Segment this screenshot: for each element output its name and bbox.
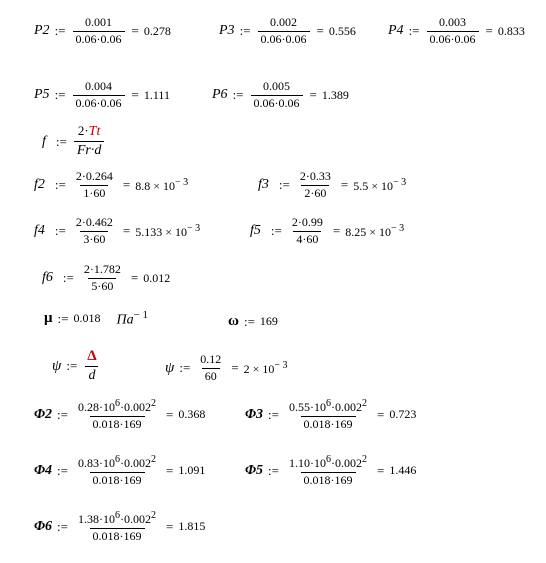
numerator xyxy=(286,454,370,472)
fraction xyxy=(297,170,334,201)
numerator-part-b: ·0.002 xyxy=(120,400,151,414)
define-operator: := xyxy=(57,462,68,478)
equation-phi5 xyxy=(245,454,416,488)
fraction xyxy=(75,398,159,432)
numerator-delta: Δ xyxy=(87,348,97,364)
denominator: 0.06·0.06 xyxy=(73,31,125,47)
numerator xyxy=(286,398,370,416)
numerator: 0.12 xyxy=(200,352,222,366)
result-exponent: − 3 xyxy=(392,176,407,188)
result-value: 1.111 xyxy=(143,87,170,102)
equation-phi3 xyxy=(245,398,416,432)
mu-unit xyxy=(116,309,148,329)
numerator-exponent-b: 2 xyxy=(151,510,156,521)
numerator-part-a: 0.55·10 xyxy=(289,400,326,414)
fraction xyxy=(73,170,116,201)
equals-operator: = xyxy=(309,87,317,103)
equation-phi2 xyxy=(34,398,205,432)
numerator-part-a: 1.10·10 xyxy=(289,456,326,470)
fraction xyxy=(73,16,125,47)
define-operator: := xyxy=(57,518,68,534)
denominator: 4·60 xyxy=(293,231,321,247)
mu-symbol: μ xyxy=(44,310,53,327)
define-operator: := xyxy=(179,360,191,376)
equals-operator: = xyxy=(485,23,493,39)
numerator-exponent-b: 2 xyxy=(362,398,367,409)
denominator: 0.06·0.06 xyxy=(251,95,303,111)
equation-f3 xyxy=(258,170,406,201)
define-operator: := xyxy=(268,462,279,478)
equals-operator: = xyxy=(131,23,139,39)
equals-operator: = xyxy=(377,406,385,422)
numerator-part-b: ·0.002 xyxy=(120,456,151,470)
omega-value: 169 xyxy=(259,314,278,328)
define-operator: := xyxy=(55,133,67,149)
denominator: 0.018·169 xyxy=(90,416,145,432)
define-operator: := xyxy=(270,223,282,239)
omega-symbol: ω xyxy=(228,313,239,329)
result-base: 8.8 × 10 xyxy=(135,178,175,193)
numerator: 2·1.782 xyxy=(83,262,121,276)
result-value xyxy=(135,177,188,194)
result-base: 8.25 × 10 xyxy=(345,224,391,239)
equals-operator: = xyxy=(122,177,131,193)
equals-operator: = xyxy=(166,462,174,478)
result-value: 0.833 xyxy=(497,23,525,38)
define-operator: := xyxy=(54,23,66,39)
denominator: 0.018·169 xyxy=(90,528,145,544)
numerator-part-b: ·0.002 xyxy=(120,512,151,526)
fraction xyxy=(75,454,159,488)
equation-p3 xyxy=(219,16,356,47)
fraction xyxy=(73,80,125,111)
numerator-exponent-b: 2 xyxy=(362,454,367,465)
denominator: 0.018·169 xyxy=(301,416,356,432)
fraction xyxy=(289,216,326,247)
numerator-exponent-a: 6 xyxy=(115,510,120,521)
equals-operator: = xyxy=(130,270,139,286)
result-value xyxy=(244,360,288,377)
result-value: 0.723 xyxy=(389,407,417,422)
fraction xyxy=(197,353,224,384)
define-operator: := xyxy=(239,23,251,39)
numerator-variable: Tt xyxy=(88,124,101,139)
denominator: 1·60 xyxy=(80,185,108,201)
numerator: 0.002 xyxy=(270,15,298,29)
variable-name: P3 xyxy=(219,23,235,39)
variable-name: f4 xyxy=(34,223,45,239)
variable-name: P5 xyxy=(34,87,50,103)
fraction xyxy=(427,16,479,47)
variable-name: Φ2 xyxy=(34,406,53,422)
numerator: 0.003 xyxy=(439,15,467,29)
result-base: 5.133 × 10 xyxy=(135,224,187,239)
mu-unit-exponent: − 1 xyxy=(133,309,149,321)
equation-psi-definition xyxy=(52,348,102,384)
numerator-coefficient: 2· xyxy=(77,123,89,138)
numerator xyxy=(75,398,159,416)
numerator-exponent-a: 6 xyxy=(326,454,331,465)
result-value xyxy=(135,223,200,240)
mu-value: 0.018 xyxy=(73,311,101,326)
numerator-exponent-a: 6 xyxy=(115,454,120,465)
equals-operator: = xyxy=(377,462,385,478)
define-operator: := xyxy=(54,177,66,193)
fraction xyxy=(251,80,303,111)
denominator: 0.018·169 xyxy=(90,472,145,488)
numerator: 2·0.99 xyxy=(291,215,323,229)
numerator-exponent-b: 2 xyxy=(151,454,156,465)
result-value: 0.368 xyxy=(178,407,206,422)
psi-symbol: ψ xyxy=(52,357,62,374)
numerator: 0.005 xyxy=(263,79,291,93)
equals-operator: = xyxy=(131,87,139,103)
equation-omega xyxy=(228,313,278,330)
equation-p4 xyxy=(388,16,525,47)
define-operator: := xyxy=(57,406,68,422)
equals-operator: = xyxy=(166,406,174,422)
define-operator: := xyxy=(66,358,78,374)
variable-name: Φ6 xyxy=(34,518,53,534)
denominator: 60 xyxy=(202,368,220,384)
equation-f6 xyxy=(42,263,170,294)
define-operator: := xyxy=(243,313,255,329)
denominator: 0.06·0.06 xyxy=(73,95,125,111)
define-operator: := xyxy=(232,87,244,103)
variable-name: Φ5 xyxy=(245,462,264,478)
equation-f5 xyxy=(250,216,404,247)
numerator-part-a: 0.83·10 xyxy=(78,456,115,470)
numerator: 2·0.33 xyxy=(299,169,331,183)
result-value: 0.556 xyxy=(328,23,356,38)
equation-f-definition xyxy=(42,124,106,159)
variable-name: f3 xyxy=(258,177,269,193)
define-operator: := xyxy=(62,270,74,286)
variable-name: f2 xyxy=(34,177,45,193)
define-operator: := xyxy=(54,223,66,239)
variable-name: P2 xyxy=(34,23,50,39)
result-exponent: − 3 xyxy=(174,176,189,188)
result-value: 1.446 xyxy=(389,463,417,478)
fraction xyxy=(84,348,99,384)
define-operator: := xyxy=(278,177,290,193)
equals-operator: = xyxy=(166,518,174,534)
equals-operator: = xyxy=(316,23,324,39)
numerator-exponent-a: 6 xyxy=(115,398,120,409)
equals-operator: = xyxy=(231,360,239,376)
define-operator: := xyxy=(268,406,279,422)
numerator: 2·0.264 xyxy=(75,169,113,183)
result-value: 1.091 xyxy=(178,463,206,478)
define-operator: := xyxy=(408,23,420,39)
result-exponent: − 3 xyxy=(390,222,405,234)
equation-p5 xyxy=(34,80,170,111)
denominator: 0.018·169 xyxy=(301,472,356,488)
numerator-part-b: ·0.002 xyxy=(331,400,362,414)
denominator: 2·60 xyxy=(301,185,329,201)
numerator: 0.004 xyxy=(85,79,113,93)
result-value: 1.389 xyxy=(321,87,349,102)
denominator: 0.06·0.06 xyxy=(427,31,479,47)
define-operator: := xyxy=(54,87,66,103)
numerator xyxy=(75,124,104,141)
result-base: 2 × 10 xyxy=(243,361,275,376)
denominator: 3·60 xyxy=(80,231,108,247)
result-value: 1.815 xyxy=(178,519,206,534)
result-exponent: − 3 xyxy=(186,222,201,234)
result-value: 0.012 xyxy=(143,270,171,285)
numerator xyxy=(75,510,159,528)
numerator-exponent-a: 6 xyxy=(326,398,331,409)
equation-f4 xyxy=(34,216,200,247)
equation-psi-value xyxy=(165,353,288,384)
numerator: 0.001 xyxy=(85,15,113,29)
variable-name: Φ3 xyxy=(245,406,264,422)
equals-operator: = xyxy=(340,177,349,193)
equation-p6 xyxy=(212,80,349,111)
numerator-part-a: 1.38·10 xyxy=(78,512,115,526)
fraction xyxy=(75,510,159,544)
variable-name: Φ4 xyxy=(34,462,53,478)
variable-name: f5 xyxy=(250,223,261,239)
result-value xyxy=(345,223,404,240)
result-base: 5.5 × 10 xyxy=(353,178,393,193)
numerator: 2·0.462 xyxy=(75,215,113,229)
variable-name: P4 xyxy=(388,23,404,39)
equation-phi4 xyxy=(34,454,205,488)
variable-name: P6 xyxy=(212,87,228,103)
fraction xyxy=(73,216,116,247)
variable-name: f6 xyxy=(42,270,53,286)
fraction xyxy=(286,454,370,488)
denominator: Fr·d xyxy=(74,141,105,159)
equation-p2 xyxy=(34,16,171,47)
equation-phi6 xyxy=(34,510,205,544)
define-operator: := xyxy=(57,310,69,326)
equation-f2 xyxy=(34,170,188,201)
numerator-exponent-b: 2 xyxy=(151,398,156,409)
psi-symbol: ψ xyxy=(165,359,175,376)
numerator xyxy=(75,454,159,472)
numerator-part-b: ·0.002 xyxy=(331,456,362,470)
mu-unit-base: Па xyxy=(116,312,134,328)
numerator-part-a: 0.28·10 xyxy=(78,400,115,414)
denominator: d xyxy=(85,366,98,384)
fraction xyxy=(286,398,370,432)
denominator: 5·60 xyxy=(88,278,116,294)
variable-name: f xyxy=(42,133,46,149)
result-exponent: − 3 xyxy=(274,359,288,371)
equals-operator: = xyxy=(122,223,131,239)
denominator: 0.06·0.06 xyxy=(258,31,310,47)
fraction xyxy=(258,16,310,47)
result-value xyxy=(353,177,406,194)
fraction xyxy=(81,263,124,294)
result-value: 0.278 xyxy=(143,23,171,38)
fraction xyxy=(74,124,105,159)
equation-mu xyxy=(44,309,148,329)
equals-operator: = xyxy=(332,223,341,239)
